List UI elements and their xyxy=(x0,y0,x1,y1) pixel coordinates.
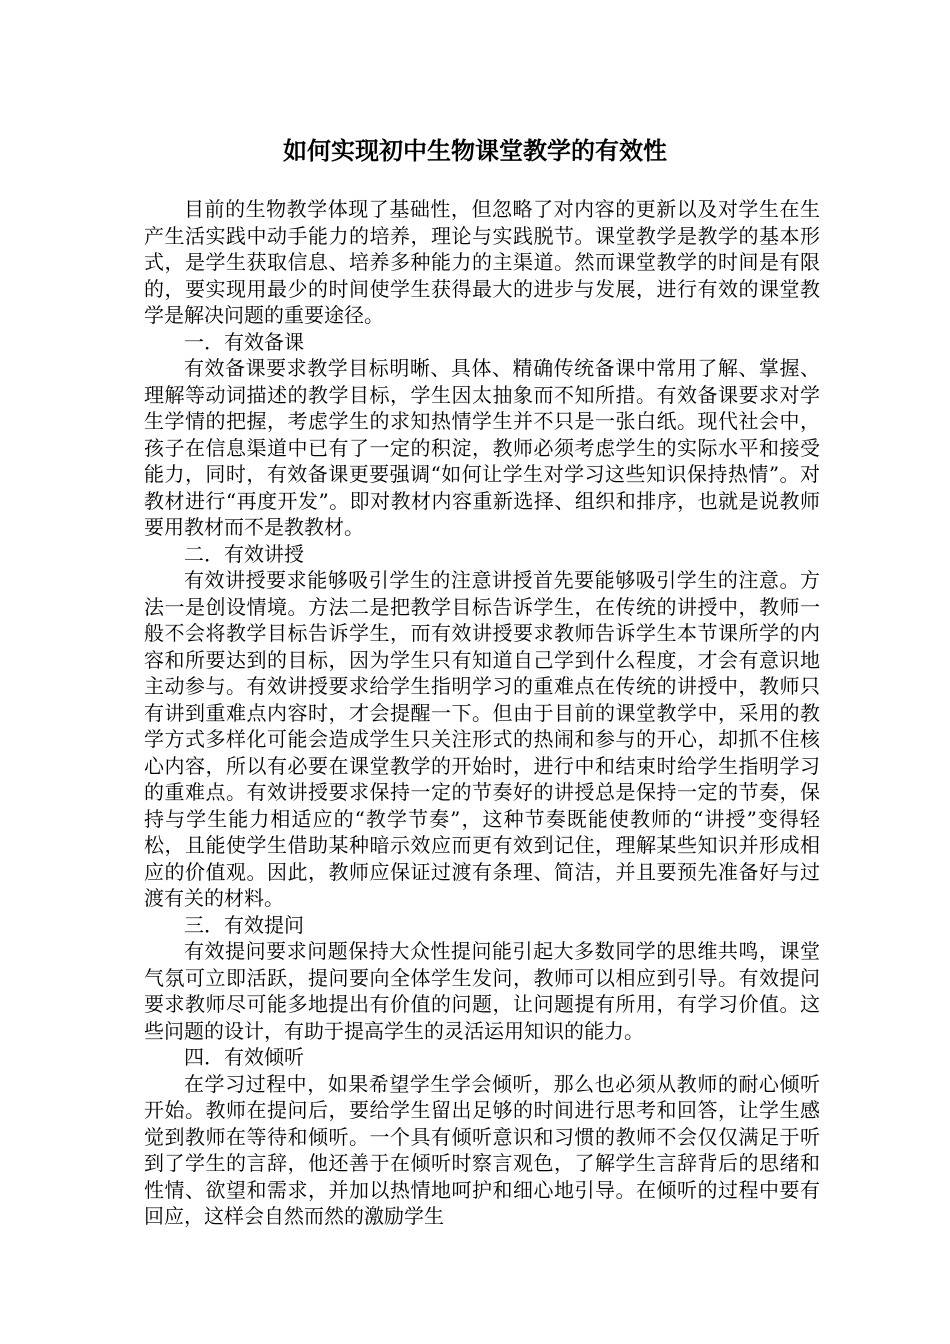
document-body xyxy=(144,196,820,1230)
section-heading-3: 三．有效提问 xyxy=(184,912,304,937)
section-heading-1: 一．有效备课 xyxy=(184,329,304,354)
intro-paragraph: 目前的生物教学体现了基础性，但忽略了对内容的更新以及对学生在生产生活实践中动手能力的培养，理论与实践脱节。课堂教学是教学的基本形式，是学生获取信息、培养多种能力的主渠道。然而课堂教学的时间是有限的，要实现用最少的时间使学生获得最大的进步与发展，进行有效的课堂教学是解决问题的重要途径。 xyxy=(144,197,820,327)
section-heading-2: 二．有效讲授 xyxy=(184,541,304,566)
section-1-paragraph: 有效备课要求教学目标明晰、具体、精确传统备课中常用了解、掌握、理解等动词描述的教学目标，学生因太抽象而不知所措。有效备课要求对学生学情的把握，考虑学生的求知热情学生并不只是一张白纸。现代社会中，孩子在信息渠道中已有了一定的积淀，教师必须考虑学生的实际水平和接受能力，同时，有效备课更要强调“如何让学生对学习这些知识保持热情”。对教材进行“再度开发”。即对教材内容重新选择、组织和排序，也就是说教师要用教材而不是教教材。 xyxy=(144,356,820,539)
document-title: 如何实现初中生物课堂教学的有效性 xyxy=(283,136,667,165)
section-heading-4: 四．有效倾听 xyxy=(184,1045,304,1069)
section-2-paragraph: 有效讲授要求能够吸引学生的注意讲授首先要能够吸引学生的注意。方法一是创设情境。方法二是把教学目标告诉学生，在传统的讲授中，教师一般不会将教学目标告诉学生，而有效讲授要求教师告诉学生本节课所学的内容和所要达到的目标，因为学生只有知道自己学到什么程度，才会有意识地主动参与。有效讲授要求给学生指明学习的重难点在传统的讲授中，教师只有讲到重难点内容时，才会提醒一下。但由于目前的课堂教学中，采用的教学方式多样化可能会造成学生只关注形式的热闹和参与的开心，却抓不住核心内容，所以有必要在课堂教学的开始时，进行中和结束时给学生指明学习的重难点。有效讲授要求保持一定的节奏好的讲授总是保持一定的节奏，保持与学生能力相适应的“教学节奏”，这种节奏既能使教师的“讲授”变得轻松，且能使学生借助某种暗示效应而更有效到记住，理解某些知识并形成相应的价值观。因此，教师应保证过渡有条理、简洁，并且要预先准备好与过渡有关的材料。 xyxy=(144,568,820,910)
section-4-paragraph: 在学习过程中，如果希望学生学会倾听，那么也必须从教师的耐心倾听开始。教师在提问后，要给学生留出足够的时间进行思考和回答，让学生感觉到教师在等待和倾听。一个具有倾听意识和习惯的教师不会仅仅满足于听到了学生的言辞，他还善于在倾听时察言观色，了解学生言辞背后的思绪和性情、欲望和需求，并加以热情地呵护和细心地引导。在倾听的过程中要有回应，这样会自然而然的激励学生 xyxy=(144,1071,820,1228)
section-3-paragraph: 有效提问要求问题保持大众性提问能引起大多数同学的思维共鸣，课堂气氛可立即活跃，提问要向全体学生发问，教师可以相应到引导。有效提问要求教师尽可能多地提出有价值的问题，让问题提有所用，有学习价值。这些问题的设计，有助于提高学生的灵活运用知识的能力。 xyxy=(144,939,820,1043)
